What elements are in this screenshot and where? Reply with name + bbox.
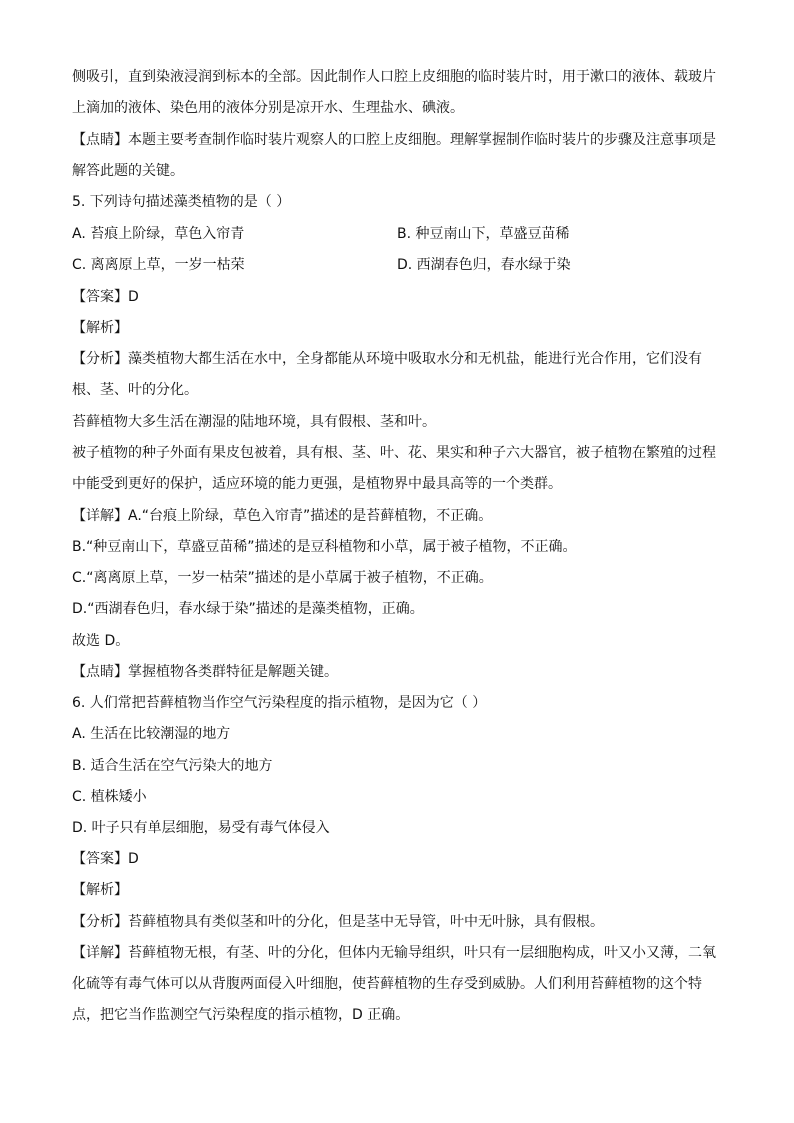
q6-option-c: C. 植株矮小: [72, 789, 147, 805]
prev-point-line: 解答此题的关键。: [72, 163, 184, 179]
q5-body-line: C.“离离原上草，一岁一枯荣”描述的是小草属于被子植物，不正确。: [72, 570, 493, 586]
prev-text-line: 上滴加的液体、染色用的液体分别是凉开水、生理盐水、碘液。: [72, 100, 464, 116]
q5-body-line: 根、茎、叶的分化。: [72, 382, 198, 398]
q5-option-d: D. 西湖春色归，春水绿于染: [397, 257, 571, 273]
q5-option-a: A. 苔痕上阶绿，草色入帘青: [72, 226, 245, 242]
q5-stem: 5. 下列诗句描述藻类植物的是（ ）: [72, 194, 291, 210]
q5-body-line: 苔藓植物大多生活在潮湿的陆地环境，具有假根、茎和叶。: [72, 414, 436, 430]
q5-option-c: C. 离离原上草，一岁一枯荣: [72, 257, 245, 273]
prev-point-line: 【点睛】本题主要考查制作临时装片观察人的口腔上皮细胞。理解掌握制作临时装片的步骤及注意事项是: [72, 132, 716, 148]
prev-text-line: 侧吸引，直到染液浸润到标本的全部。因此制作人口腔上皮细胞的临时装片时，用于漱口的液体、载玻片: [72, 69, 716, 85]
q6-option-a: A. 生活在比较潮湿的地方: [72, 726, 231, 742]
q6-body-line: 【详解】苔藓植物无根，有茎、叶的分化，但体内无输导组织，叶只有一层细胞构成，叶又小又薄，二氧: [72, 945, 716, 961]
q5-body-line: 【分析】藻类植物大都生活在水中，全身都能从环境中吸取水分和无机盐，能进行光合作用，它们没有: [72, 351, 702, 367]
q6-stem: 6. 人们常把苔藓植物当作空气污染程度的指示植物，是因为它（ ）: [72, 695, 487, 711]
q5-body-line: D.“西湖春色归，春水绿于染”描述的是藻类植物，正确。: [72, 601, 424, 617]
q6-answer: 【答案】D: [72, 851, 139, 867]
q5-body-line: 被子植物的种子外面有果皮包被着，具有根、茎、叶、花、果实和种子六大器官，被子植物在繁殖的过程: [72, 445, 716, 461]
q6-body-line: 点，把它当作监测空气污染程度的指示植物，D 正确。: [72, 1007, 410, 1023]
q5-option-b: B. 种豆南山下，草盛豆苗稀: [397, 226, 570, 242]
q5-body-line: 【详解】A.“台痕上阶绿，草色入帘青”描述的是苔藓植物，不正确。: [72, 508, 493, 524]
q5-body-line: 故选 D。: [72, 633, 130, 649]
q5-analysis-label: 【解析】: [72, 320, 128, 336]
q5-answer: 【答案】D: [72, 289, 139, 305]
q6-option-b: B. 适合生活在空气污染大的地方: [72, 758, 273, 774]
q5-body-line: 中能受到更好的保护，适应环境的能力更强，是植物界中最具高等的一个类群。: [72, 476, 562, 492]
q6-body-line: 【分析】苔藓植物具有类似茎和叶的分化，但是茎中无导管，叶中无叶脉，具有假根。: [72, 914, 604, 930]
q5-point-line: 【点睛】掌握植物各类群特征是解题关键。: [72, 664, 338, 680]
q6-analysis-label: 【解析】: [72, 882, 128, 898]
q5-body-line: B.“种豆南山下，草盛豆苗稀”描述的是豆科植物和小草，属于被子植物，不正确。: [72, 539, 577, 555]
q6-body-line: 化硫等有毒气体可以从背腹两面侵入叶细胞，使苔藓植物的生存受到威胁。人们利用苔藓植物的这个特: [72, 976, 702, 992]
q6-option-d: D. 叶子只有单层细胞，易受有毒气体侵入: [72, 820, 330, 836]
